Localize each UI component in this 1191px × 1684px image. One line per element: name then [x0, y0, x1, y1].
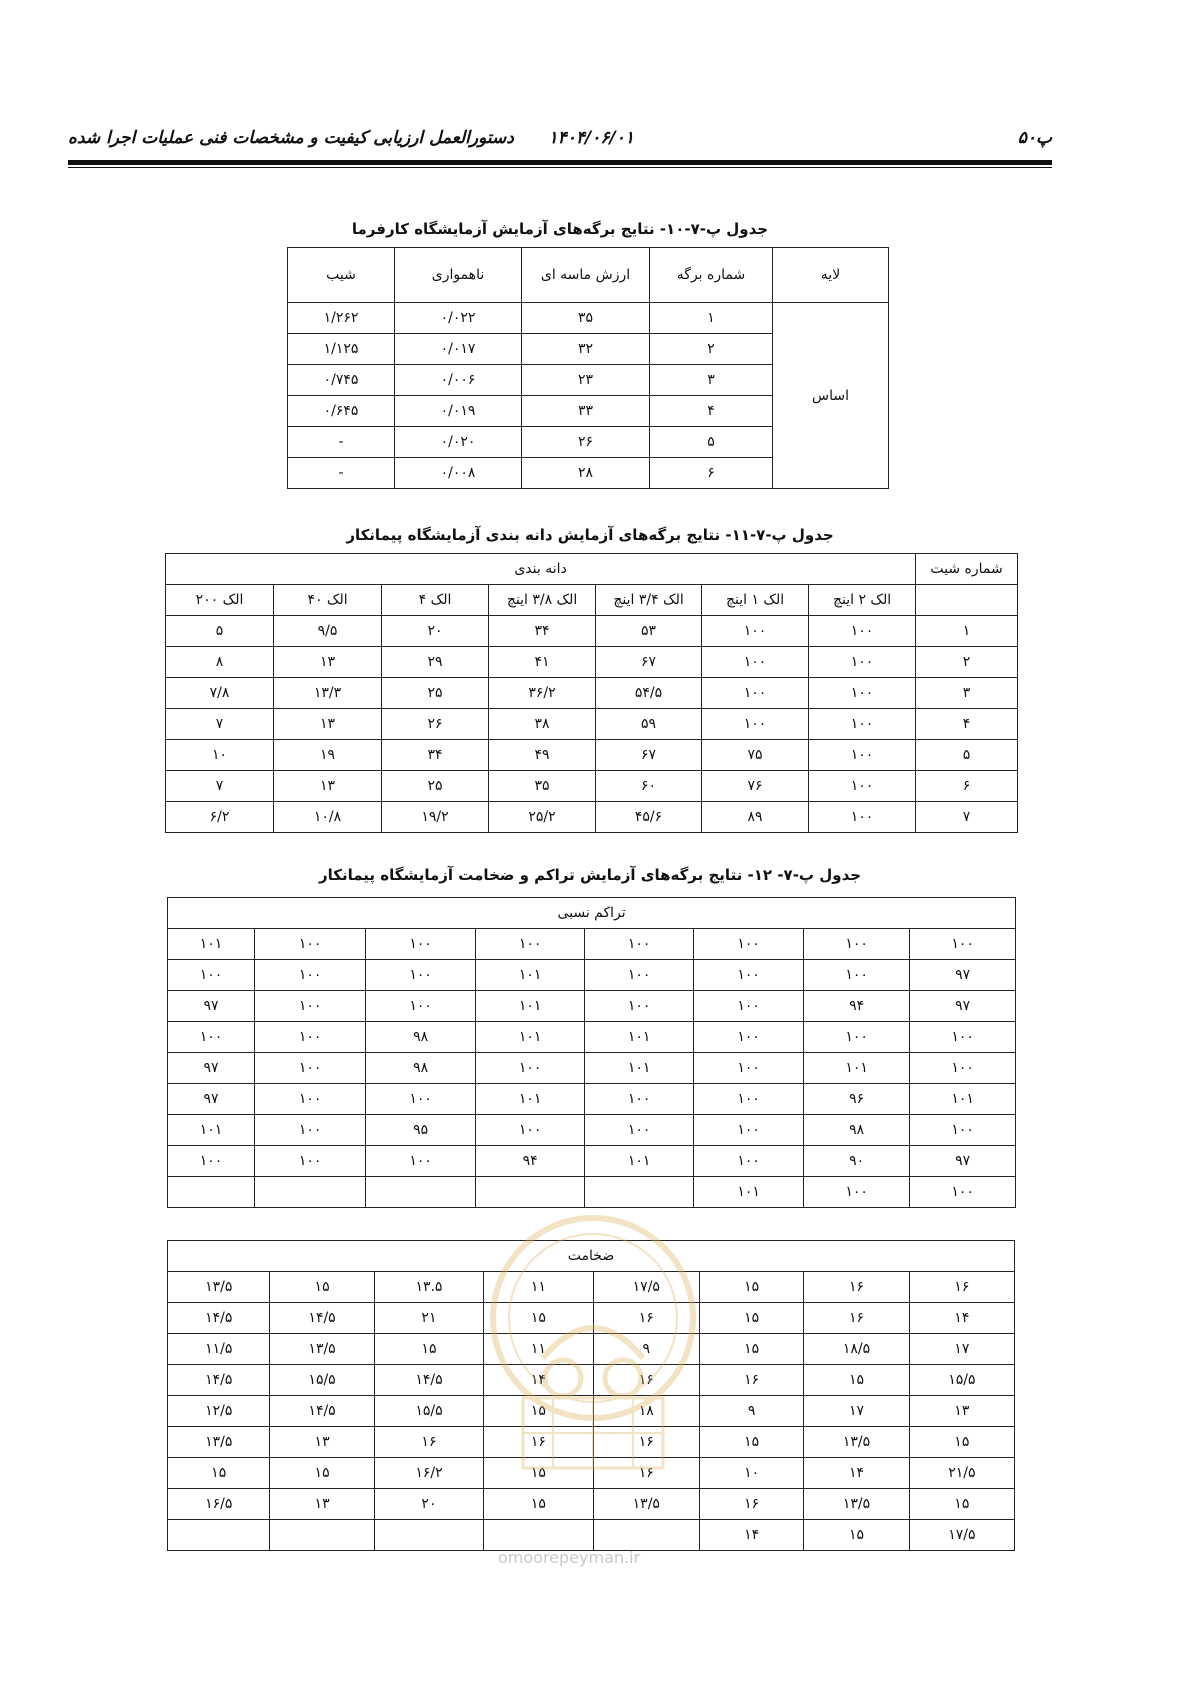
gradation-group-header: دانه بندی: [166, 554, 916, 585]
table-cell: ۱۳: [909, 1396, 1014, 1427]
table-cell: ۱۰۰: [804, 1022, 910, 1053]
table-cell: ۷: [166, 709, 274, 740]
table-cell: ۱۵: [699, 1272, 803, 1303]
table-cell: ۱۰۰: [255, 1115, 366, 1146]
table-cell: [585, 1177, 694, 1208]
table-header-row: [166, 554, 1018, 585]
column-header: لایه: [773, 248, 889, 303]
table-cell: ۱۰۰: [168, 1022, 255, 1053]
table-cell: ۹۷: [168, 1084, 255, 1115]
table-cell: ۱۰۱: [585, 1022, 694, 1053]
table-cell: ۵۹: [596, 709, 702, 740]
table-cell: ۴: [650, 396, 773, 427]
table-cell: ۰/۷۴۵: [288, 365, 395, 396]
table-cell: ۱۰۱: [476, 1022, 585, 1053]
table-cell: ۱۰۰: [694, 1146, 804, 1177]
table-cell: ۱۵: [699, 1427, 803, 1458]
table-cell: ۷: [166, 771, 274, 802]
table-cell: ۳۶/۲: [489, 678, 596, 709]
table-cell: ۳۵: [522, 303, 650, 334]
table-cell: ۸۹: [702, 802, 809, 833]
table-cell: [168, 1520, 270, 1551]
table-cell: ۱۷/۵: [909, 1520, 1014, 1551]
table-cell: ۱۵: [909, 1489, 1014, 1520]
table-cell: ۰/۰۲۰: [395, 427, 522, 458]
table-cell: ۱/۱۲۵: [288, 334, 395, 365]
table-row: [168, 1489, 1015, 1520]
table-cell: ۱۳/۵: [270, 1334, 374, 1365]
table-cell: ۷۵: [702, 740, 809, 771]
table-row: [166, 802, 1018, 833]
sieve-header: الک ۳/۴ اینچ: [596, 585, 702, 616]
table-cell: ۱۰۰: [910, 1177, 1016, 1208]
table-cell: ۹۶: [804, 1084, 910, 1115]
table-cell: ۱۰۱: [585, 1146, 694, 1177]
table-cell: ۱۵: [699, 1303, 803, 1334]
table-cell: ۱۰۰: [585, 1084, 694, 1115]
table-cell: ۲۱/۵: [909, 1458, 1014, 1489]
table-row: [168, 1177, 1016, 1208]
table-cell: ۸: [166, 647, 274, 678]
table-row: [168, 960, 1016, 991]
table-row: [168, 929, 1016, 960]
watermark-site: omoorepeyman.ir: [498, 1548, 641, 1567]
table-cell: ۱: [650, 303, 773, 334]
table1-caption: جدول پ-۷-۱۰- نتایج برگه‌های آزمایش آزمایشگاه کارفرما: [351, 220, 769, 238]
table-cell: ۱۹/۲: [382, 802, 489, 833]
table-cell: ۱۰۰: [694, 960, 804, 991]
table-cell: ۱۰۰: [585, 991, 694, 1022]
sieve-header: الک ۱ اینچ: [702, 585, 809, 616]
table-cell: ۳۴: [489, 616, 596, 647]
table-cell: ۱۰۰: [255, 1146, 366, 1177]
table-cell: ۱۰۰: [809, 616, 916, 647]
table-cell: ۰/۶۴۵: [288, 396, 395, 427]
table-row: [168, 1146, 1016, 1177]
table-cell: ۲۵: [382, 771, 489, 802]
table-cell: ۱۰۱: [168, 929, 255, 960]
table-cell: ۱۲/۵: [168, 1396, 270, 1427]
table-cell: [270, 1520, 374, 1551]
table-cell: ۱۸/۵: [804, 1334, 909, 1365]
table-cell: ۵۴/۵: [596, 678, 702, 709]
table-cell: ۲۵/۲: [489, 802, 596, 833]
table-cell: ۱۴/۵: [270, 1396, 374, 1427]
table-cell: ۵: [650, 427, 773, 458]
table-cell: ۱۰۰: [168, 960, 255, 991]
table-cell: ۷۶: [702, 771, 809, 802]
table-cell: ۱۰۰: [809, 740, 916, 771]
table-cell: ۱۰۰: [476, 929, 585, 960]
table-cell: ۴۱: [489, 647, 596, 678]
table-cell: ۱۹: [274, 740, 382, 771]
table-cell: ۳: [650, 365, 773, 396]
table-cell: ۱۶: [593, 1303, 699, 1334]
table-cell: ۹۷: [910, 960, 1016, 991]
table-cell: ۱/۲۶۲: [288, 303, 395, 334]
table-cell: ۱۶: [374, 1427, 483, 1458]
table-cell: ۳۲: [522, 334, 650, 365]
table-row: [166, 771, 1018, 802]
table-cell: ۲: [916, 647, 1018, 678]
table-cell: ۱۵: [484, 1489, 593, 1520]
table-cell: ۱۰۰: [255, 991, 366, 1022]
layer-cell: اساس: [773, 303, 889, 489]
table-cell: ۱۴/۵: [270, 1303, 374, 1334]
table-cell: ۱۰۰: [366, 991, 476, 1022]
table-cell: ۹۷: [168, 1053, 255, 1084]
table-cell: ۹۷: [168, 991, 255, 1022]
sheet-number-header: شماره شیت: [916, 554, 1018, 585]
table-cell: ۵: [916, 740, 1018, 771]
table-cell: ۱۰۰: [366, 929, 476, 960]
table-row: [166, 740, 1018, 771]
table-cell: ۲۸: [522, 458, 650, 489]
table-cell: ۹۰: [804, 1146, 910, 1177]
table-cell: ۱۰۱: [804, 1053, 910, 1084]
table-cell: ۱۰۰: [809, 678, 916, 709]
table-cell: ۱۶: [804, 1272, 909, 1303]
table-cell: ۱۳: [270, 1427, 374, 1458]
table-title-row: [168, 898, 1016, 929]
sieve-header: الک ۲ اینچ: [809, 585, 916, 616]
table-cell: ۴: [916, 709, 1018, 740]
table-cell: ۱۰/۸: [274, 802, 382, 833]
table-cell: ۱۳.۵: [374, 1272, 483, 1303]
table-cell: ۱۴: [699, 1520, 803, 1551]
table-cell: ۱۶/۵: [168, 1489, 270, 1520]
table-cell: ۹۴: [476, 1146, 585, 1177]
column-header: شیب: [288, 248, 395, 303]
table-cell: ۹۷: [910, 991, 1016, 1022]
table-cell: ۱۰۰: [809, 802, 916, 833]
table-cell: ۱۳/۵: [593, 1489, 699, 1520]
table-cell: ۱۰۰: [255, 929, 366, 960]
table-cell: ۱۶: [699, 1489, 803, 1520]
table-cell: ۱۰۰: [804, 1177, 910, 1208]
table-row: [168, 991, 1016, 1022]
page-number: پ۵۰: [1017, 128, 1052, 148]
table-cell: ۰/۰۰۸: [395, 458, 522, 489]
table-cell: ۱۶: [804, 1303, 909, 1334]
table-cell: ۱۳/۳: [274, 678, 382, 709]
table-cell: ۱۵/۵: [909, 1365, 1014, 1396]
table-cell: ۱۱: [484, 1334, 593, 1365]
table-cell: -: [288, 458, 395, 489]
table-cell: ۱۶/۲: [374, 1458, 483, 1489]
table-cell: ۱۰۰: [702, 647, 809, 678]
header-rule-thick: [68, 160, 1052, 165]
gradation-table: [165, 553, 1018, 833]
table-cell: ۱۵: [484, 1303, 593, 1334]
column-header: ناهمواری: [395, 248, 522, 303]
sieve-header: الک ۳/۸ اینچ: [489, 585, 596, 616]
table-cell: ۹۸: [804, 1115, 910, 1146]
table-row: [168, 1022, 1016, 1053]
table-title: تراکم نسبی: [168, 898, 1016, 929]
table-cell: ۱۰۰: [255, 960, 366, 991]
table-cell: ۱۳: [274, 771, 382, 802]
table-cell: ۱۷/۵: [593, 1272, 699, 1303]
table-cell: ۴۹: [489, 740, 596, 771]
table-cell: ۹: [699, 1396, 803, 1427]
table-cell: [593, 1520, 699, 1551]
table-cell: ۱۵: [699, 1334, 803, 1365]
table-cell: [476, 1177, 585, 1208]
table-cell: ۹۸: [366, 1022, 476, 1053]
table-cell: ۱۷: [804, 1396, 909, 1427]
table-cell: ۲۵: [382, 678, 489, 709]
table-cell: ۱۰۰: [694, 929, 804, 960]
table-cell: ۱۵: [374, 1334, 483, 1365]
column-header: شماره برگه: [650, 248, 773, 303]
table-cell: ۱۰۰: [804, 960, 910, 991]
table-cell: ۳۴: [382, 740, 489, 771]
table-cell: ۱۵: [270, 1272, 374, 1303]
table-cell: ۱۰۰: [910, 1115, 1016, 1146]
table-cell: ۱۰۱: [168, 1115, 255, 1146]
employer-lab-table: [287, 247, 889, 489]
table-cell: ۱۰۰: [804, 929, 910, 960]
table-cell: ۲۰: [382, 616, 489, 647]
table-cell: ۱۰۰: [694, 1022, 804, 1053]
table-cell: ۱۰: [699, 1458, 803, 1489]
table-cell: ۱۶: [909, 1272, 1014, 1303]
table-cell: ۹: [593, 1334, 699, 1365]
table-cell: ۹۵: [366, 1115, 476, 1146]
table-cell: ۲: [650, 334, 773, 365]
table-cell: ۱۱/۵: [168, 1334, 270, 1365]
table-cell: ۱۰۰: [702, 678, 809, 709]
sieve-header: الک ۲۰۰: [166, 585, 274, 616]
table-cell: [484, 1520, 593, 1551]
sieve-header: الک ۴۰: [274, 585, 382, 616]
sieve-header: الک ۴: [382, 585, 489, 616]
table-header-row: [288, 248, 889, 303]
table-cell: ۱۳/۵: [804, 1427, 909, 1458]
table-cell: ۹/۵: [274, 616, 382, 647]
header-rule-thin: [68, 167, 1052, 168]
table-cell: ۱۰۰: [809, 647, 916, 678]
table-cell: ۱۳: [270, 1489, 374, 1520]
table-cell: ۶: [916, 771, 1018, 802]
table-cell: ۱۳/۵: [804, 1489, 909, 1520]
table-cell: ۱۰۰: [910, 1022, 1016, 1053]
table-cell: ۴۵/۶: [596, 802, 702, 833]
table-cell: ۱۰۱: [585, 1053, 694, 1084]
table-cell: ۳۳: [522, 396, 650, 427]
table-cell: ۱۸: [593, 1396, 699, 1427]
table-row: [168, 1053, 1016, 1084]
table-cell: ۱۱: [484, 1272, 593, 1303]
compaction-table: [167, 897, 1016, 1208]
table3-caption: جدول پ-۷- ۱۲- نتایج برگه‌های آزمایش تراکم و ضخامت آزمایشگاه پیمانکار: [318, 866, 862, 884]
table-cell: ۰/۰۱۹: [395, 396, 522, 427]
table-cell: ۱۰۰: [366, 1084, 476, 1115]
table-cell: ۱۰۰: [910, 929, 1016, 960]
page-header: [68, 128, 1052, 152]
table-cell: [374, 1520, 483, 1551]
table-cell: ۱۰۱: [910, 1084, 1016, 1115]
table-cell: ۱: [916, 616, 1018, 647]
table-cell: ۱۳: [274, 709, 382, 740]
table-cell: ۱۳/۵: [168, 1427, 270, 1458]
table-cell: ۱۴/۵: [168, 1303, 270, 1334]
table-cell: ۱۰۰: [702, 616, 809, 647]
table-cell: ۱۴: [484, 1365, 593, 1396]
table-row: [166, 678, 1018, 709]
table-cell: [366, 1177, 476, 1208]
table-cell: ۱۰۰: [809, 771, 916, 802]
table-cell: ۵۳: [596, 616, 702, 647]
table-cell: ۱۵/۵: [374, 1396, 483, 1427]
table-cell: ۱۴/۵: [168, 1365, 270, 1396]
table-cell: ۲۹: [382, 647, 489, 678]
table-cell: ۱۵: [909, 1427, 1014, 1458]
table-cell: ۱۰۰: [694, 991, 804, 1022]
table-title: ضخامت: [168, 1241, 1015, 1272]
table-cell: ۱۵: [270, 1458, 374, 1489]
column-header: ارزش ماسه ای: [522, 248, 650, 303]
table-cell: ۱۰۰: [910, 1053, 1016, 1084]
table-cell: ۱۰۰: [694, 1053, 804, 1084]
table-cell: ۱۵: [484, 1396, 593, 1427]
watermark-logo: [483, 1208, 703, 1478]
table-cell: [255, 1177, 366, 1208]
table-cell: ۳۸: [489, 709, 596, 740]
table-cell: ۱۰۰: [585, 1115, 694, 1146]
table-cell: ۱۰۰: [366, 1146, 476, 1177]
table-cell: ۲۳: [522, 365, 650, 396]
document-title: دستورالعمل ارزیابی کیفیت و مشخصات فنی عملیات اجرا شده: [68, 128, 514, 148]
table-cell: ۱۶: [484, 1427, 593, 1458]
table-cell: ۱۵: [168, 1458, 270, 1489]
table-cell: ۶/۲: [166, 802, 274, 833]
table-cell: ۱۶: [593, 1365, 699, 1396]
table-cell: ۲۰: [374, 1489, 483, 1520]
table-cell: ۰/۰۱۷: [395, 334, 522, 365]
table-cell: ۷/۸: [166, 678, 274, 709]
table-cell: ۱۷: [909, 1334, 1014, 1365]
table-cell: ۲۱: [374, 1303, 483, 1334]
table-cell: ۶۰: [596, 771, 702, 802]
table-cell: ۰/۰۲۲: [395, 303, 522, 334]
table-cell: ۵: [166, 616, 274, 647]
table-cell: ۱۰: [166, 740, 274, 771]
table-row: [166, 647, 1018, 678]
table-cell: ۱۰۰: [476, 1053, 585, 1084]
table-cell: ۱۶: [593, 1458, 699, 1489]
table-cell: ۱۰۰: [702, 709, 809, 740]
table-row: [168, 1115, 1016, 1146]
table-cell: ۲۶: [382, 709, 489, 740]
table-cell: ۳: [916, 678, 1018, 709]
table-row: [288, 303, 889, 334]
document-date: ۱۴۰۴/۰۶/۰۱: [548, 128, 634, 148]
empty-cell: [916, 585, 1018, 616]
table-cell: ۱۴: [909, 1303, 1014, 1334]
table-row: [166, 616, 1018, 647]
table-cell: ۱۶: [593, 1427, 699, 1458]
table-cell: ۱۵: [804, 1520, 909, 1551]
table-cell: ۱۴/۵: [374, 1365, 483, 1396]
table-cell: ۱۰۰: [809, 709, 916, 740]
table-cell: ۱۰۰: [255, 1022, 366, 1053]
table2-caption: جدول پ-۷-۱۱- نتایج برگه‌های آزمایش دانه بندی آزمایشگاه پیمانکار: [346, 526, 834, 544]
table-cell: ۶۷: [596, 647, 702, 678]
table-cell: ۱۰۰: [585, 960, 694, 991]
table-cell: ۱۵: [484, 1458, 593, 1489]
table-cell: ۲۶: [522, 427, 650, 458]
table-cell: ۱۰۰: [168, 1146, 255, 1177]
table-cell: ۱۰۱: [476, 1084, 585, 1115]
table-cell: ۹۴: [804, 991, 910, 1022]
table-cell: ۱۰۱: [476, 960, 585, 991]
table-cell: ۱۰۰: [255, 1084, 366, 1115]
table-cell: ۶۷: [596, 740, 702, 771]
table-cell: ۱۰۰: [255, 1053, 366, 1084]
table-cell: [168, 1177, 255, 1208]
table-row: [168, 1520, 1015, 1551]
table-cell: ۱۰۰: [585, 929, 694, 960]
table-cell: ۹۸: [366, 1053, 476, 1084]
table-cell: ۹۷: [910, 1146, 1016, 1177]
table-cell: ۱۰۰: [476, 1115, 585, 1146]
table-row: [168, 1084, 1016, 1115]
table-cell: ۱۰۱: [476, 991, 585, 1022]
table-cell: ۱۰۱: [694, 1177, 804, 1208]
table-cell: ۳۵: [489, 771, 596, 802]
table-cell: ۷: [916, 802, 1018, 833]
table-header-row: [166, 585, 1018, 616]
table-cell: ۱۰۰: [366, 960, 476, 991]
table-cell: ۱۳/۵: [168, 1272, 270, 1303]
table-cell: ۱۰۰: [694, 1115, 804, 1146]
table-cell: ۱۳: [274, 647, 382, 678]
table-cell: ۶: [650, 458, 773, 489]
table-cell: ۱۰۰: [694, 1084, 804, 1115]
table-cell: ۱۵: [804, 1365, 909, 1396]
table-cell: ۱۶: [699, 1365, 803, 1396]
table-row: [166, 709, 1018, 740]
table-cell: ۰/۰۰۶: [395, 365, 522, 396]
table-cell: -: [288, 427, 395, 458]
table-cell: ۱۴: [804, 1458, 909, 1489]
table-cell: ۱۵/۵: [270, 1365, 374, 1396]
